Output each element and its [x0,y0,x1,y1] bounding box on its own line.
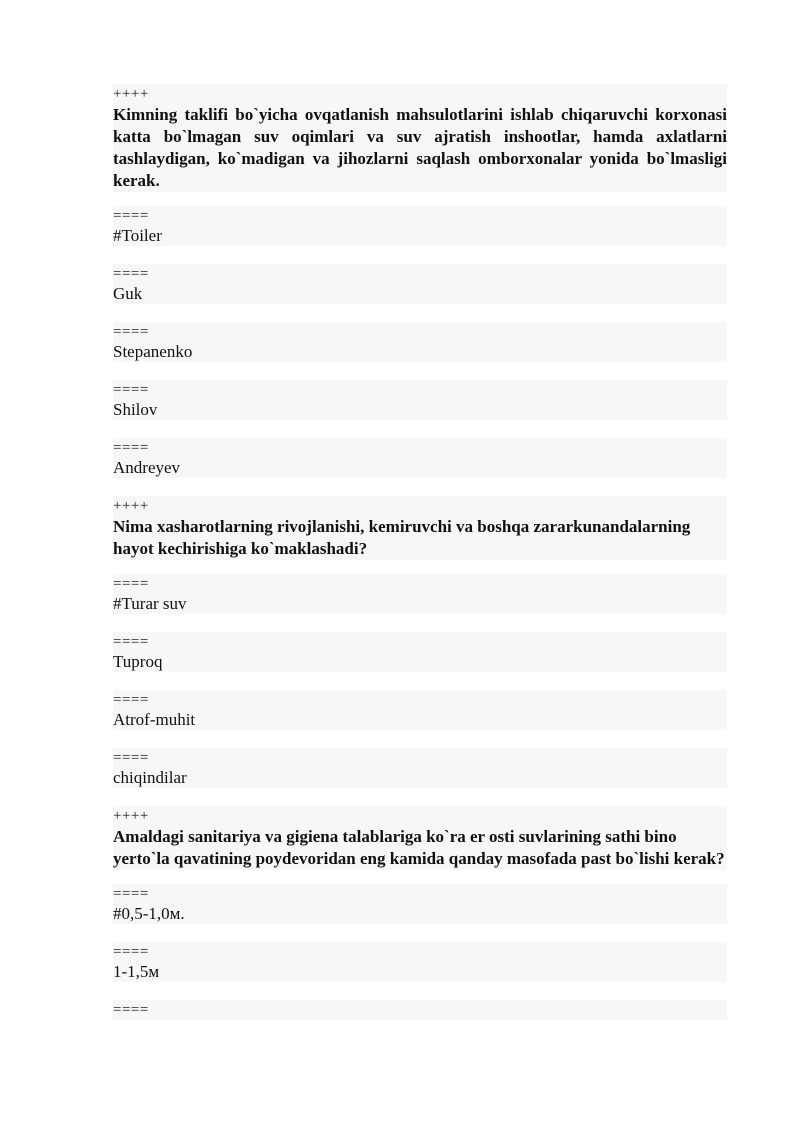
answer-separator: ==== [113,440,149,456]
answer-block [113,574,727,614]
answer-block [113,632,727,672]
document-page [113,84,727,1020]
answer-block [113,264,727,304]
answer-separator: ==== [113,692,149,708]
answer-option: Tuproq [113,652,163,671]
answer-option: Guk [113,284,143,303]
answer-separator: ==== [113,576,149,592]
answer-option-correct: #0,5-1,0м. [113,904,185,923]
question-marker: ++++ [113,808,149,824]
answer-option: Shilov [113,400,158,419]
answer-option: 1-1,5м [113,962,160,981]
question-block-1 [113,84,727,192]
answer-separator: ==== [113,634,149,650]
answer-block [113,380,727,420]
question-text: Kimning taklifi bo`yicha ovqatlanish mahsulotlarini ishlab chiqaruvchi korxonasi katta bo`lmagan suv oqimlari va suv ajratish inshootlar, hamda axlatlarni tashlaydigan, ko`madigan va jihozlarni saqlash omborxonalar yonida bo`lmasligi kerak. [113,105,727,190]
answer-option-correct: #Toiler [113,226,162,245]
answer-option: Atrof-muhit [113,710,196,729]
question-marker: ++++ [113,498,149,514]
answer-block [113,942,727,982]
answer-block [113,884,727,924]
answer-separator: ==== [113,208,149,224]
answer-option: Stepanenko [113,342,193,361]
answer-block [113,206,727,246]
answer-block [113,438,727,478]
answer-block [113,322,727,362]
question-text: Amaldagi sanitariya va gigiena talablariga ko`ra er osti suvlarining sathi bino yerto`la qavatining poydevoridan eng kamida qanday masofada past bo`lishi kerak? [113,827,725,868]
answer-option-correct: #Turar suv [113,594,187,613]
question-text: Nima xasharotlarning rivojlanishi, kemiruvchi va boshqa zararkunandalarning hayot kechirishiga ko`maklashadi? [113,517,691,558]
answer-separator: ==== [113,382,149,398]
question-marker: ++++ [113,86,149,102]
answer-separator: ==== [113,750,149,766]
question-block-3 [113,806,727,870]
answer-block [113,1000,727,1020]
answer-separator: ==== [113,944,149,960]
answer-separator: ==== [113,324,149,340]
question-block-2 [113,496,727,560]
answer-separator: ==== [113,886,149,902]
answer-separator: ==== [113,1002,149,1018]
answer-block [113,748,727,788]
answer-separator: ==== [113,266,149,282]
answer-block [113,690,727,730]
answer-option: Andreyev [113,458,181,477]
answer-option: chiqindilar [113,768,187,787]
